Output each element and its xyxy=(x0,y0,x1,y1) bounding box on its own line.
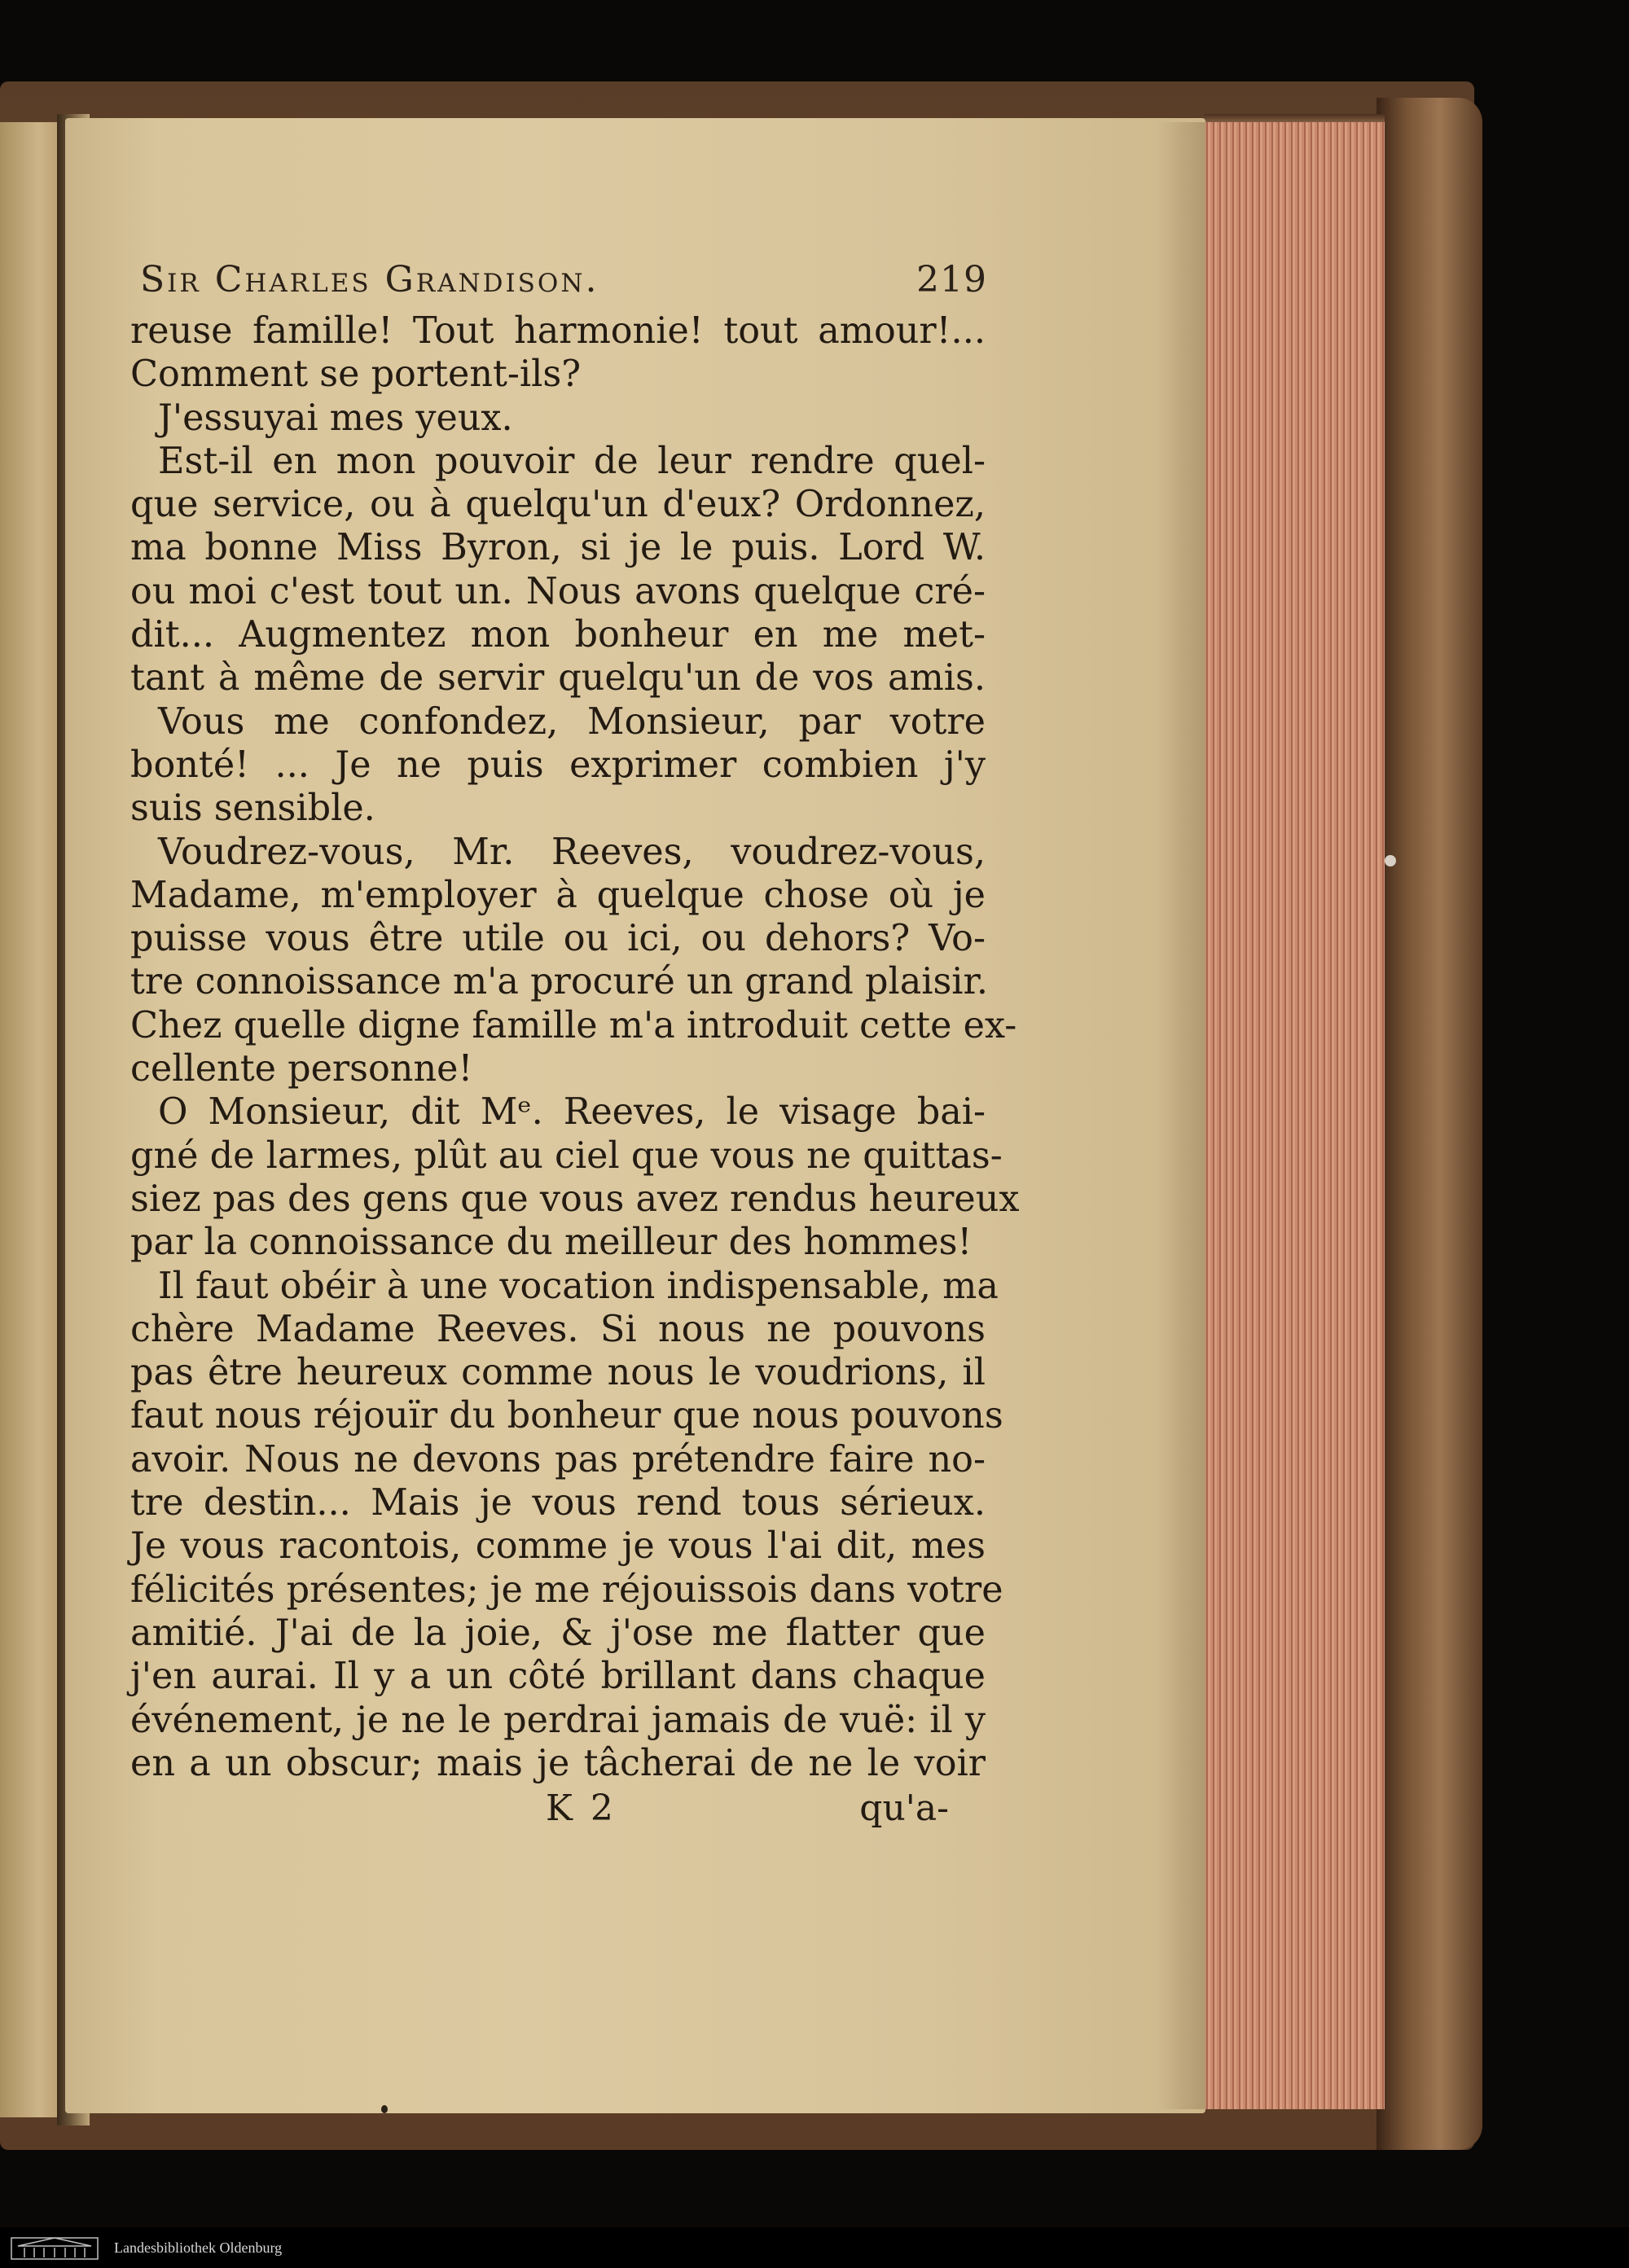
text-line: O Monsieur, dit Mᵉ. Reeves, le visage bai- xyxy=(158,1091,986,1134)
text-line: tre destin... Mais je vous rend tous sérieux. xyxy=(130,1482,986,1524)
page-number: 219 xyxy=(916,259,987,300)
text-line: Madame, m'employer à quelque chose où je xyxy=(130,874,986,916)
text-line: gné de larmes, plût au ciel que vous ne quittas- xyxy=(130,1134,1003,1177)
catchword: qu'a- xyxy=(859,1788,949,1829)
page-fore-edge xyxy=(1204,122,1385,2109)
signature-mark: K 2 xyxy=(546,1788,617,1829)
text-line: pas être heureux comme nous le voudrions, il xyxy=(130,1352,986,1394)
left-page-edge xyxy=(0,122,65,2117)
text-line: Comment se portent-ils? xyxy=(130,353,582,396)
library-bar xyxy=(0,2227,1629,2268)
back-cover xyxy=(1377,98,1482,2150)
text-line: Je vous racontois, comme je vous l'ai dit, mes xyxy=(130,1525,986,1568)
text-line: que service, ou à quelqu'un d'eux? Ordonnez, xyxy=(130,484,986,526)
library-logo-icon xyxy=(10,2235,99,2261)
text-line: chère Madame Reeves. Si nous ne pouvons xyxy=(130,1308,986,1350)
text-line: suis sensible. xyxy=(130,787,375,830)
text-line: ou moi c'est tout un. Nous avons quelque cré- xyxy=(130,570,986,612)
page-body xyxy=(130,309,1020,1785)
text-line: en a un obscur; mais je tâcherai de ne le voir xyxy=(130,1742,986,1784)
text-line: Il faut obéir à une vocation indispensable, ma xyxy=(158,1265,999,1307)
text-line: siez pas des gens que vous avez rendus heureux xyxy=(130,1178,1020,1220)
text-line: Vous me confondez, Monsieur, par votre xyxy=(158,700,986,743)
ink-speck xyxy=(381,2105,388,2113)
library-name: Landesbibliothek Oldenburg xyxy=(114,2239,283,2256)
text-line: ma bonne Miss Byron, si je le puis. Lord W. xyxy=(130,527,986,569)
text-line: événement, je ne le perdrai jamais de vuë: il y xyxy=(130,1699,986,1741)
text-line: tant à même de servir quelqu'un de vos amis. xyxy=(130,657,986,700)
text-line: faut nous réjouïr du bonheur que nous pouvons xyxy=(130,1395,1003,1437)
running-header xyxy=(140,259,987,300)
cover-stud xyxy=(1385,855,1396,866)
text-line: Chez quelle digne famille m'a introduit cette ex- xyxy=(130,1004,1017,1046)
text-line: j'en aurai. Il y a un côté brillant dans chaque xyxy=(130,1656,986,1698)
text-line: félicités présentes; je me réjouissois dans votre xyxy=(130,1568,1003,1611)
text-line: J'essuyai mes yeux. xyxy=(158,397,513,439)
text-line: par la connoissance du meilleur des hommes! xyxy=(130,1222,973,1264)
text-line: avoir. Nous ne devons pas prétendre faire no- xyxy=(130,1438,986,1481)
text-line: Est-il en mon pouvoir de leur rendre quel- xyxy=(158,440,986,482)
page-shadow xyxy=(1157,122,1205,2109)
text-line: Voudrez-vous, Mr. Reeves, voudrez-vous, xyxy=(158,831,986,873)
running-title: Sir Charles Grandison. xyxy=(140,259,599,300)
text-line: puisse vous être utile ou ici, ou dehors? Vo- xyxy=(130,918,986,960)
text-line: reuse famille! Tout harmonie! tout amour!... xyxy=(130,310,986,352)
text-line: cellente personne! xyxy=(130,1048,473,1090)
text-line: bonté! ... Je ne puis exprimer combien j'y xyxy=(130,744,986,786)
text-line: tre connoissance m'a procuré un grand plaisir. xyxy=(130,961,989,1003)
text-line: amitié. J'ai de la joie, & j'ose me flatter que xyxy=(130,1612,986,1654)
text-line: dit... Augmentez mon bonheur en me met- xyxy=(130,614,986,656)
